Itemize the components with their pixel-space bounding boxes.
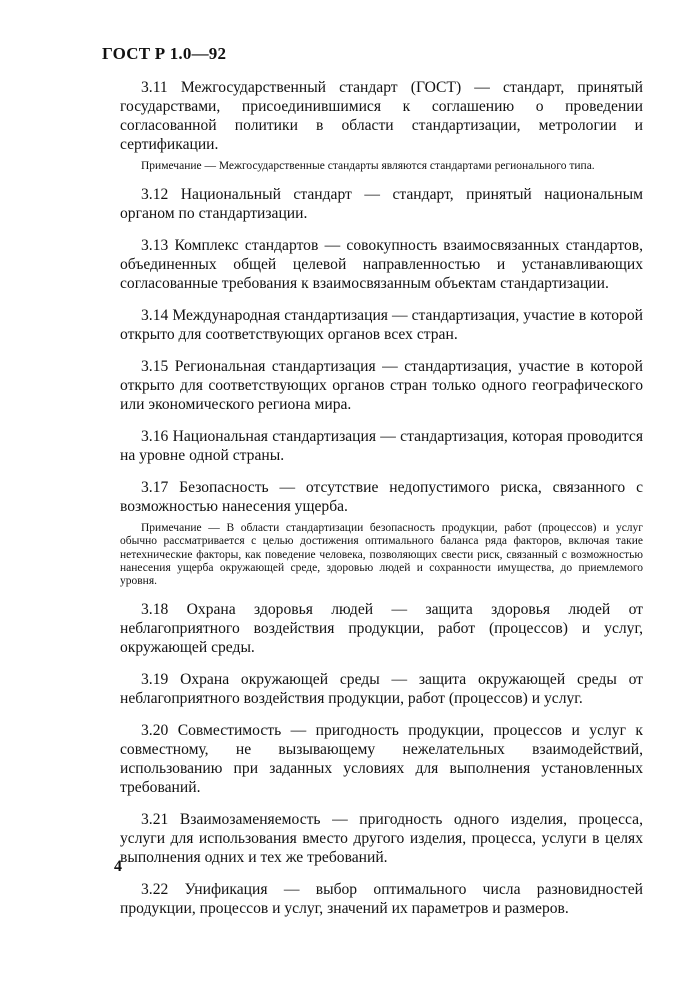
clause-3-19: 3.19 Охрана окружающей среды — защита окружающей среды от неблагоприятного воздействия продукции, работ (процессов) и услуг. [120, 671, 643, 708]
clause-3-18: 3.18 Охрана здоровья людей — защита здоровья людей от неблагоприятного воздействия продукции, работ (процессов) и услуг, окружающей среды. [120, 601, 643, 657]
note-interstate-standards: Примечание — Межгосударственные стандарты являются стандартами регионального типа. [141, 160, 595, 172]
clause-3-20: 3.20 Совместимость — пригодность продукции, процессов и услуг к совместному, не вызывающему нежелательных взаимодействий, использованию при заданных условиях для выполнения установленных требований. [120, 722, 643, 797]
clause-3-17: 3.17 Безопасность — отсутствие недопустимого риска, связанного с возможностью нанесения ущерба. [120, 479, 643, 516]
page-number: 4 [114, 858, 122, 875]
clause-3-21: 3.21 Взаимозаменяемость — пригодность одного изделия, процесса, услуги для использования вместо другого изделия, процесса, услуги в целях выполнения одних и тех же требований. [120, 811, 643, 867]
clause-3-15: 3.15 Региональная стандартизация — стандартизация, участие в которой открыто для соответствующих органов стран только одного географического или экономического региона мира. [120, 358, 643, 414]
clause-3-11: 3.11 Межгосударственный стандарт (ГОСТ) — стандарт, принятый государствами, присоединившимися к соглашению о проведении согласованной политики в области стандартизации, метрологии и сертификации. [120, 79, 643, 153]
clause-3-22: 3.22 Унификация — выбор оптимального числа разновидностей продукции, процессов и услуг, значений их параметров и размеров. [120, 881, 643, 918]
page-header-title: ГОСТ Р 1.0—92 [102, 44, 227, 63]
note-safety: Примечание — В области стандартизации безопасность продукции, работ (процессов) и услуг обычно рассматривается с целью достижения оптимального баланса ряда факторов, включая такие нетехнические факторы, как поведение человека, позволяющих свести риск, связанный с возможностью нанесения ущерба окружающей среде, здоровью людей и сохранности имущества, до приемлемого уровня. [120, 522, 643, 588]
clause-3-14: 3.14 Международная стандартизация — стандартизация, участие в которой открыто для соответствующих органов всех стран. [120, 307, 643, 344]
clause-3-13: 3.13 Комплекс стандартов — совокупность взаимосвязанных стандартов, объединенных общей целевой направленностью и устанавливающих согласованные требования к взаимосвязанным объектам стандартизации. [120, 237, 643, 293]
document-body [120, 78, 643, 931]
clause-3-16: 3.16 Национальная стандартизация — стандартизация, которая проводится на уровне одной страны. [120, 428, 643, 465]
clause-3-12: 3.12 Национальный стандарт — стандарт, принятый национальным органом по стандартизации. [120, 186, 643, 223]
